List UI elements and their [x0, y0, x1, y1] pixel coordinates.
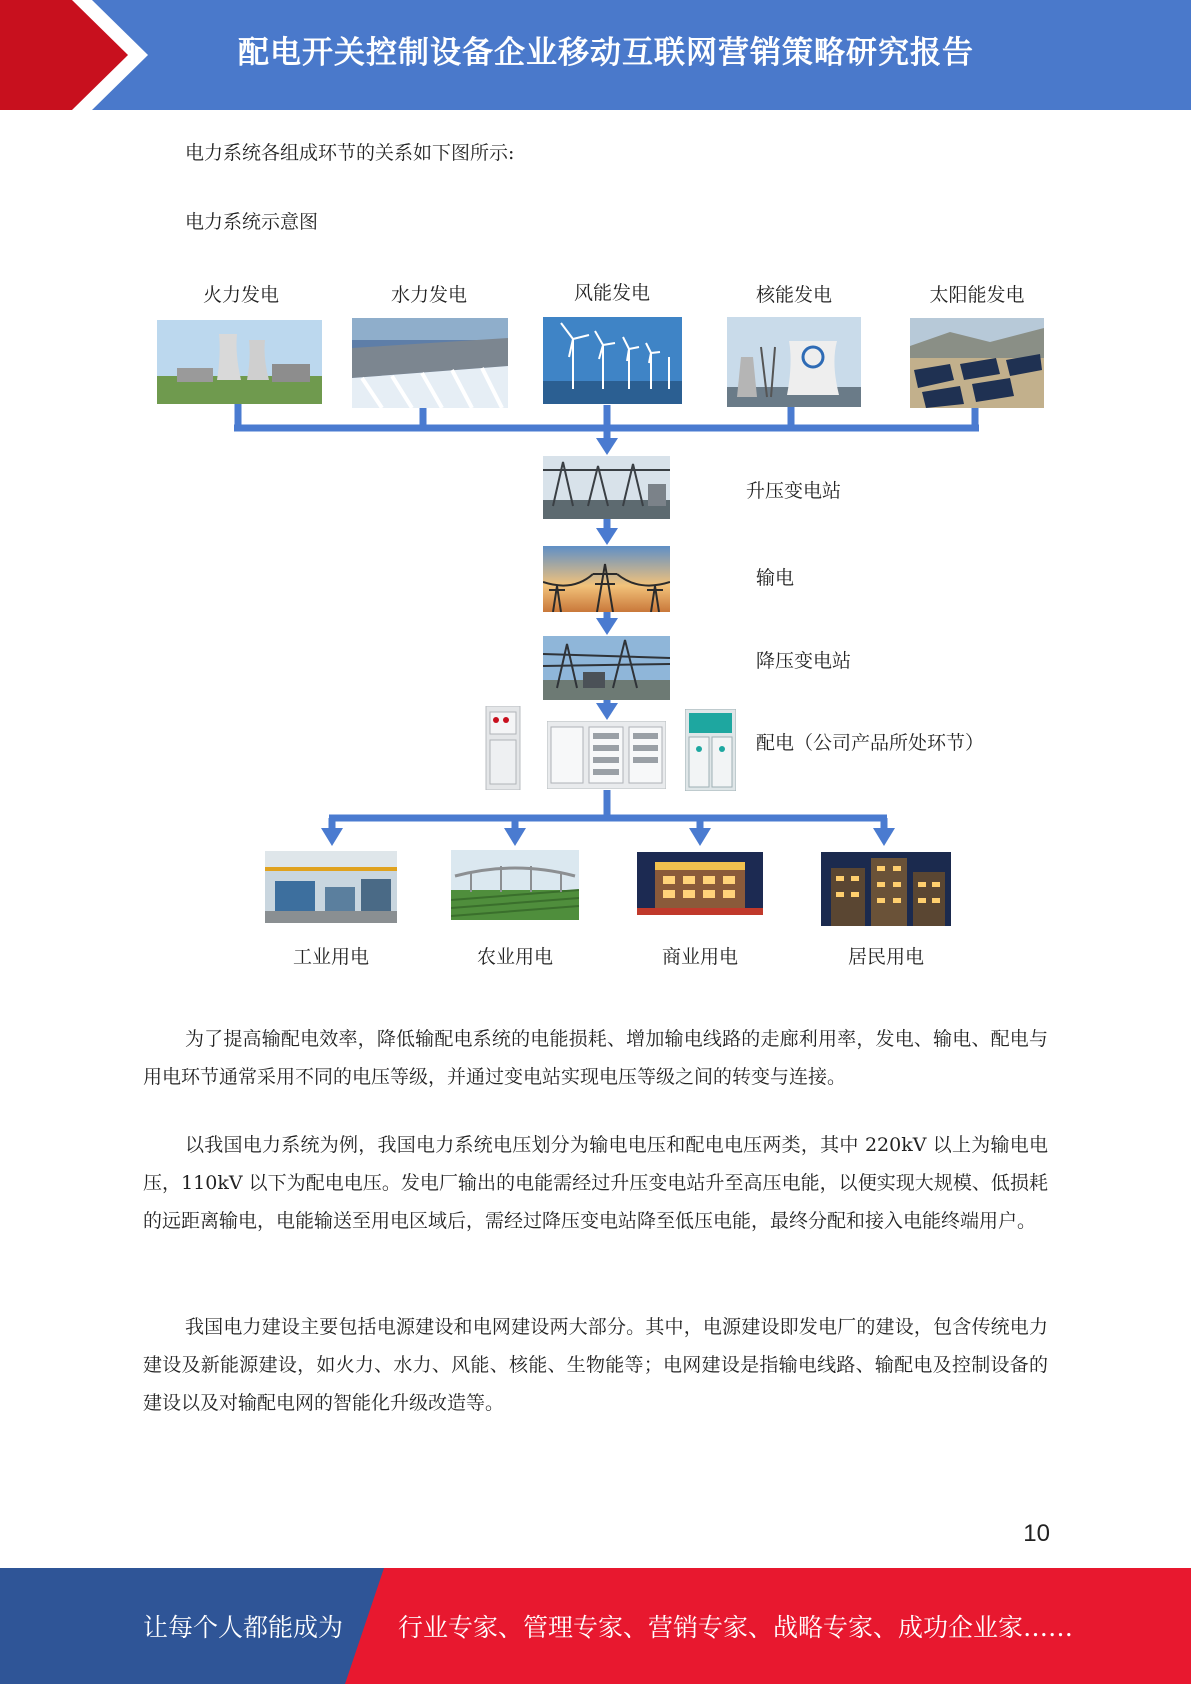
relation-intro-text: 电力系统各组成环节的关系如下图所示: — [185, 142, 515, 164]
step-up-substation-photo — [543, 456, 670, 519]
footer-slogan: 让每个人都能成为 — [143, 1613, 344, 1642]
thermal-power-plant-photo — [157, 320, 322, 404]
generation-label-nuclear: 核能发电 — [755, 284, 832, 306]
switchgear-cabinet-left-photo — [484, 706, 522, 790]
consumption-label-agricultural: 农业用电 — [476, 946, 553, 968]
factory-photo — [265, 851, 397, 923]
generation-label-hydro: 水力发电 — [390, 284, 467, 306]
chain-label-step-down: 降压变电站 — [756, 650, 852, 672]
residential-building-photo — [821, 852, 951, 926]
page-header — [0, 0, 1191, 110]
chain-label-transmission: 输电 — [756, 567, 795, 589]
generation-label-thermal: 火力发电 — [202, 284, 279, 306]
step-down-substation-photo — [543, 636, 670, 700]
footer-roles: 行业专家、管理专家、营销专家、战略专家、成功企业家…… — [398, 1613, 1074, 1642]
hydro-dam-photo — [352, 318, 508, 408]
generation-label-wind: 风能发电 — [573, 282, 650, 304]
nuclear-plant-photo — [727, 317, 861, 407]
paragraph-voltage-levels: 为了提高输配电效率，降低输配电系统的电能损耗、增加输电线路的走廊利用率，发电、输电、配电与用电环节通常采用不同的电压等级，并通过变电站实现电压等级之间的转变与连接。 — [143, 1028, 1048, 1088]
chain-label-distribution: 配电（公司产品所处环节） — [756, 732, 985, 754]
switchgear-cabinet-center-photo — [547, 721, 666, 789]
page-number: 10 — [1023, 1520, 1050, 1547]
report-title: 配电开关控制设备企业移动互联网营销策略研究报告 — [238, 35, 974, 71]
transmission-towers-photo — [543, 546, 670, 612]
consumption-label-residential: 居民用电 — [847, 946, 924, 968]
paragraph-voltage-classification: 以我国电力系统为例，我国电力系统电压划分为输电电压和配电电压两类，其中 220kV 以上为输电电压，110kV 以下为配电电压。发电厂输出的电能需经过升压变电站升至高压电能，以便实现大规模、低损耗的远距离输电，电能输送至用电区域后，需经过降压变电站降至低压电能，最终分配和接入电能终端用户。 — [143, 1134, 1048, 1232]
figure-title: 电力系统示意图 — [185, 211, 319, 233]
switchgear-cabinet-right-photo — [685, 709, 736, 791]
irrigation-photo — [451, 850, 579, 920]
page-footer — [0, 1568, 1191, 1684]
wind-turbines-photo — [543, 317, 682, 404]
solar-panels-photo — [910, 318, 1044, 408]
paragraph-power-construction: 我国电力建设主要包括电源建设和电网建设两大部分。其中，电源建设即发电厂的建设，包含传统电力建设及新能源建设，如火力、水力、风能、核能、生物能等；电网建设是指输电线路、输配电及控制设备的建设以及对输配电网的智能化升级改造等。 — [143, 1316, 1048, 1414]
commercial-building-photo — [637, 852, 763, 915]
consumption-label-industrial: 工业用电 — [292, 946, 369, 968]
generation-label-solar: 太阳能发电 — [929, 284, 1025, 306]
consumption-label-commercial: 商业用电 — [661, 946, 738, 968]
chain-label-step-up: 升压变电站 — [746, 480, 842, 502]
